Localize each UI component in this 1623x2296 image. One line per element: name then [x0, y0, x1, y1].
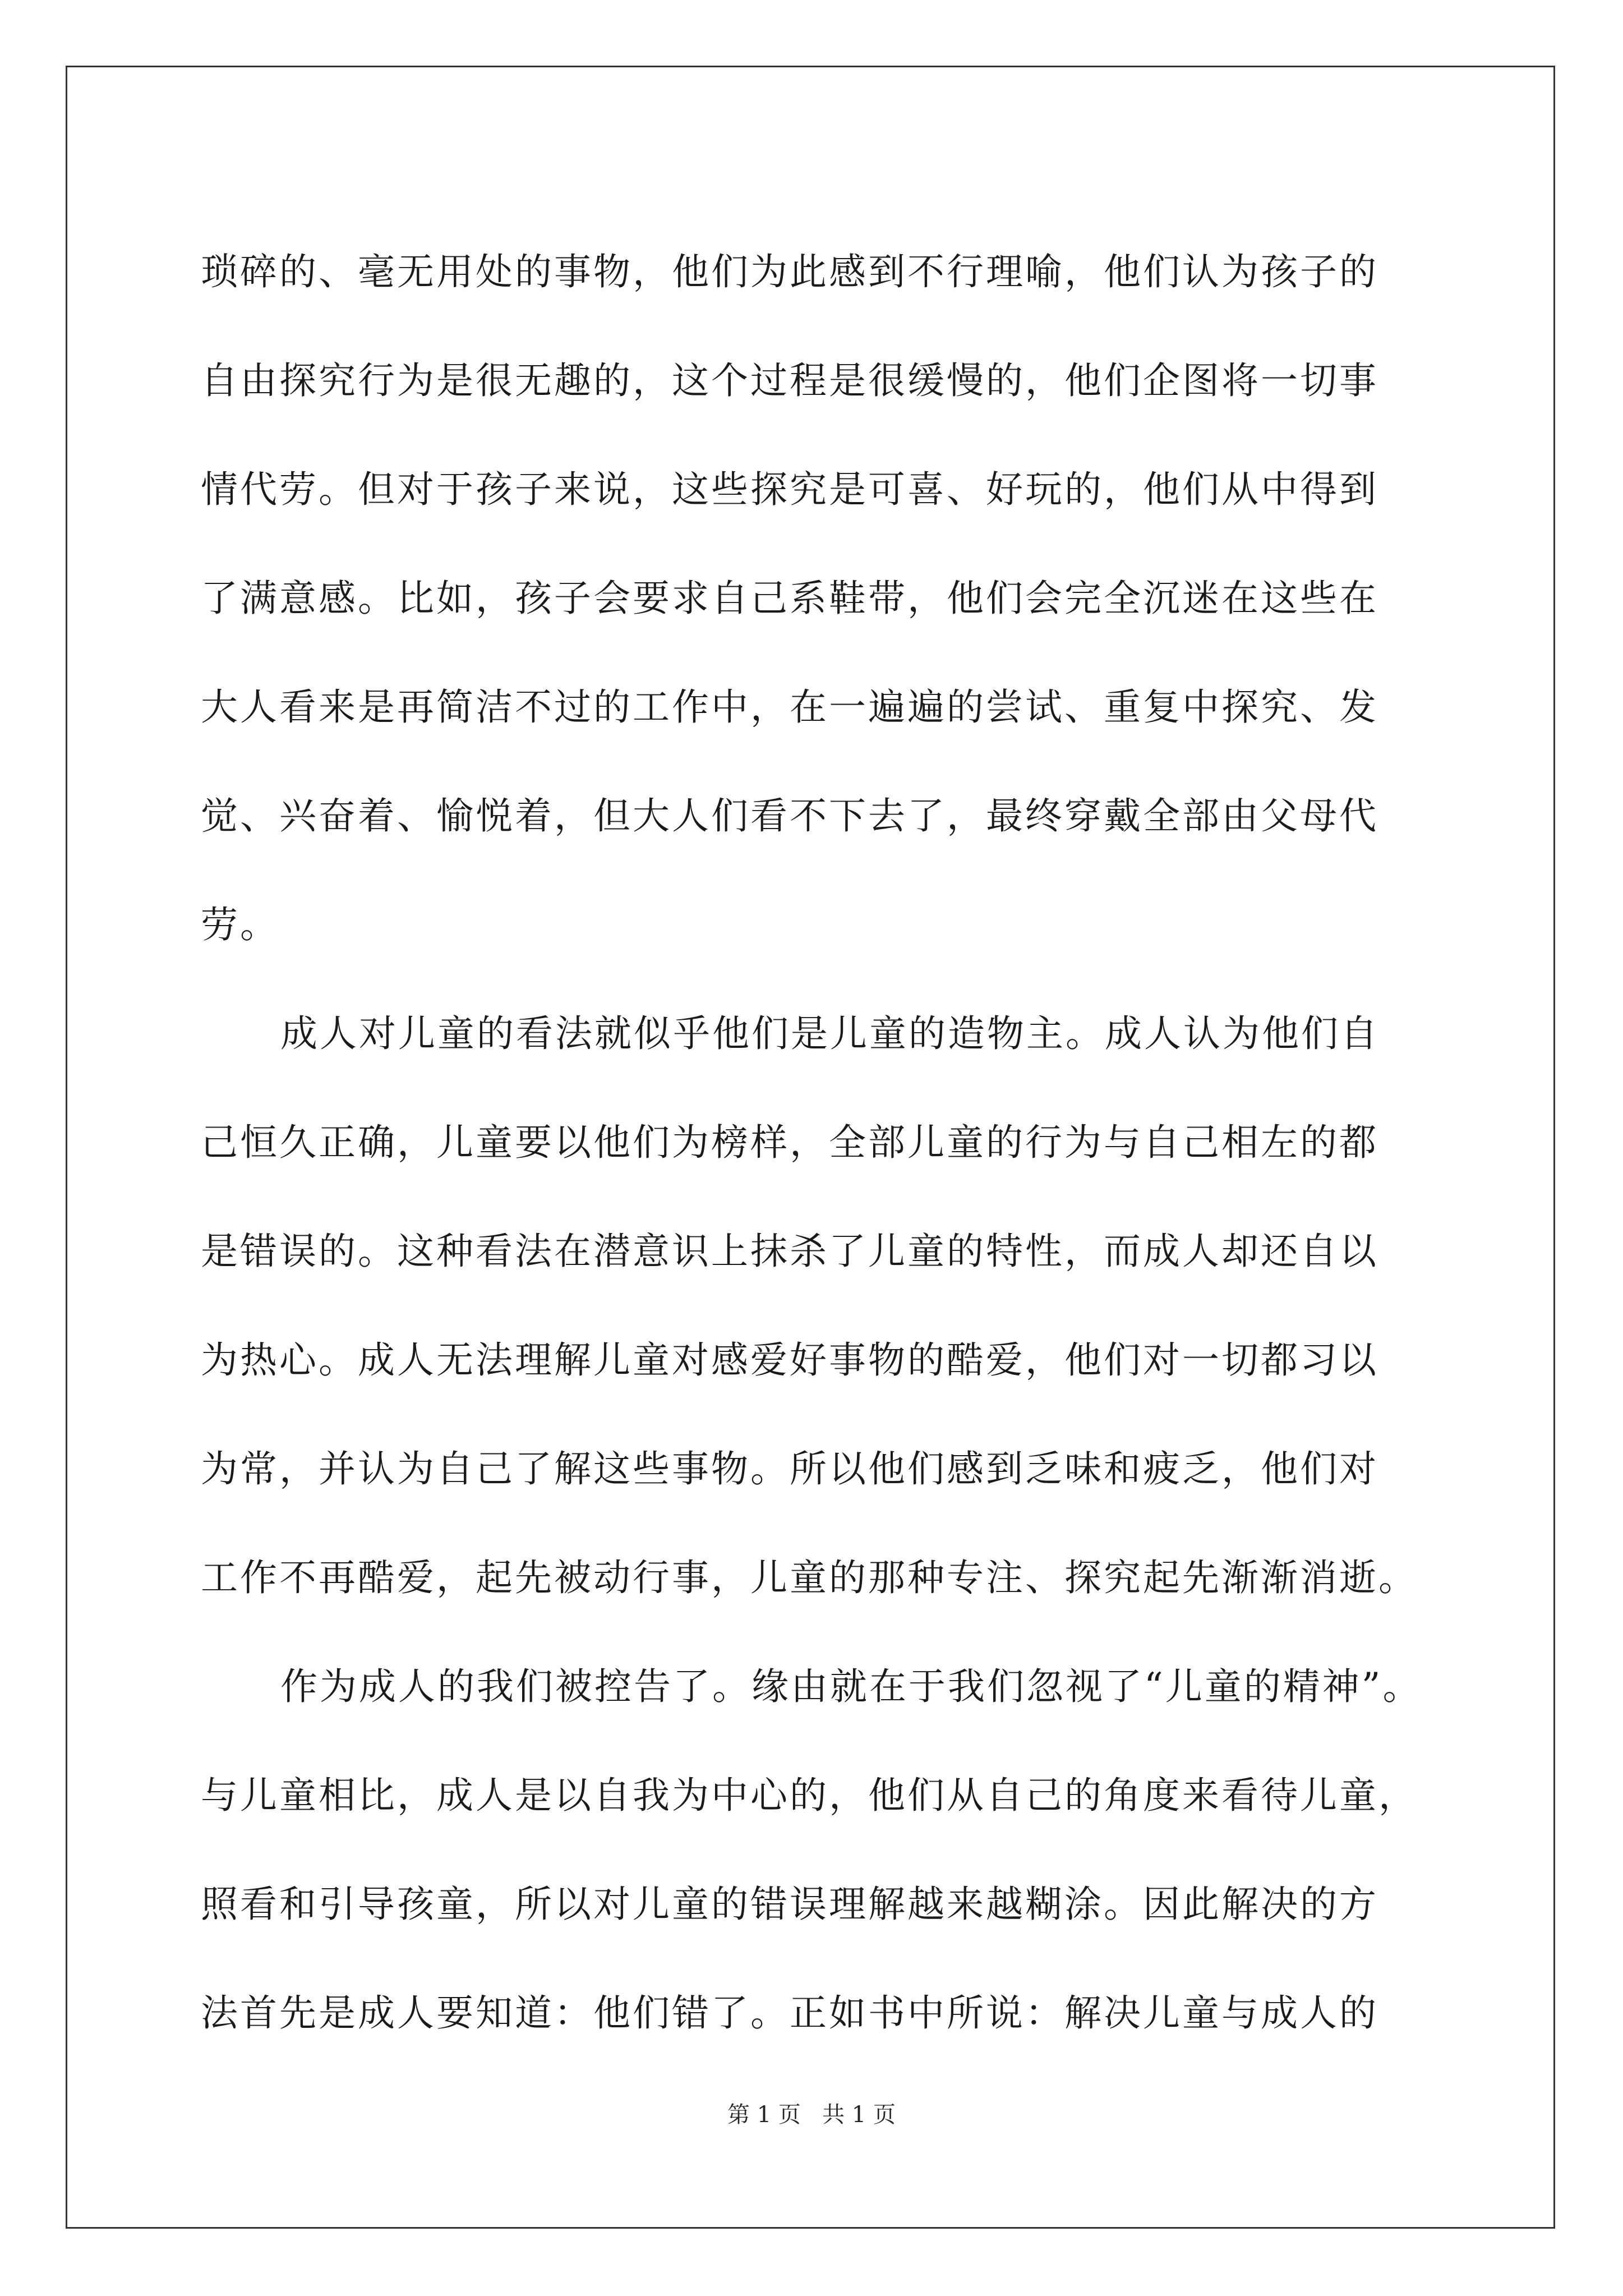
- text-line-16: 照看和引导孩童，所以对儿童的错误理解越来越糊涂。因此解决的方: [201, 1883, 1378, 1926]
- text-line-10: 是错误的。这种看法在潜意识上抹杀了儿童的特性，而成人却还自以: [201, 1230, 1378, 1273]
- text-line-13: 工作不再酷爱，起先被动行事，儿童的那种专注、探究起先渐渐消逝。: [201, 1556, 1418, 1599]
- text-line-2: 自由探究行为是很无趣的，这个过程是很缓慢的，他们企图将一切事: [201, 359, 1378, 402]
- text-line-12: 为常，并认为自己了解这些事物。所以他们感到乏味和疲乏，他们对: [201, 1447, 1378, 1490]
- text-line-7: 劳。: [201, 903, 279, 946]
- text-line-1: 琐碎的、毫无用处的事物，他们为此感到不行理喻，他们认为孩子的: [201, 250, 1378, 293]
- text-line-4: 了满意感。比如，孩子会要求自己系鞋带，他们会完全沉迷在这些在: [201, 577, 1378, 620]
- text-line-17: 法首先是成人要知道：他们错了。正如书中所说：解决儿童与成人的: [201, 1991, 1378, 2035]
- text-line-3: 情代劳。但对于孩子来说，这些探究是可喜、好玩的，他们从中得到: [201, 468, 1378, 511]
- text-line-14: 作为成人的我们被控告了。缘由就在于我们忽视了“儿童的精神”。: [280, 1665, 1422, 1708]
- text-line-15: 与儿童相比，成人是以自我为中心的，他们从自己的角度来看待儿童，: [201, 1774, 1418, 1817]
- page-footer: 第 1 页 共 1 页: [727, 2102, 896, 2128]
- document-body: [201, 218, 1491, 2068]
- text-line-6: 觉、兴奋着、愉悦着，但大人们看不下去了，最终穿戴全部由父母代: [201, 794, 1378, 838]
- text-line-8: 成人对儿童的看法就似乎他们是儿童的造物主。成人认为他们自: [280, 1012, 1380, 1055]
- text-line-5: 大人看来是再简洁不过的工作中，在一遍遍的尝试、重复中探究、发: [201, 685, 1378, 729]
- text-line-9: 己恒久正确，儿童要以他们为榜样，全部儿童的行为与自己相左的都: [201, 1121, 1378, 1164]
- text-line-11: 为热心。成人无法理解儿童对感爱好事物的酷爱，他们对一切都习以: [201, 1338, 1378, 1382]
